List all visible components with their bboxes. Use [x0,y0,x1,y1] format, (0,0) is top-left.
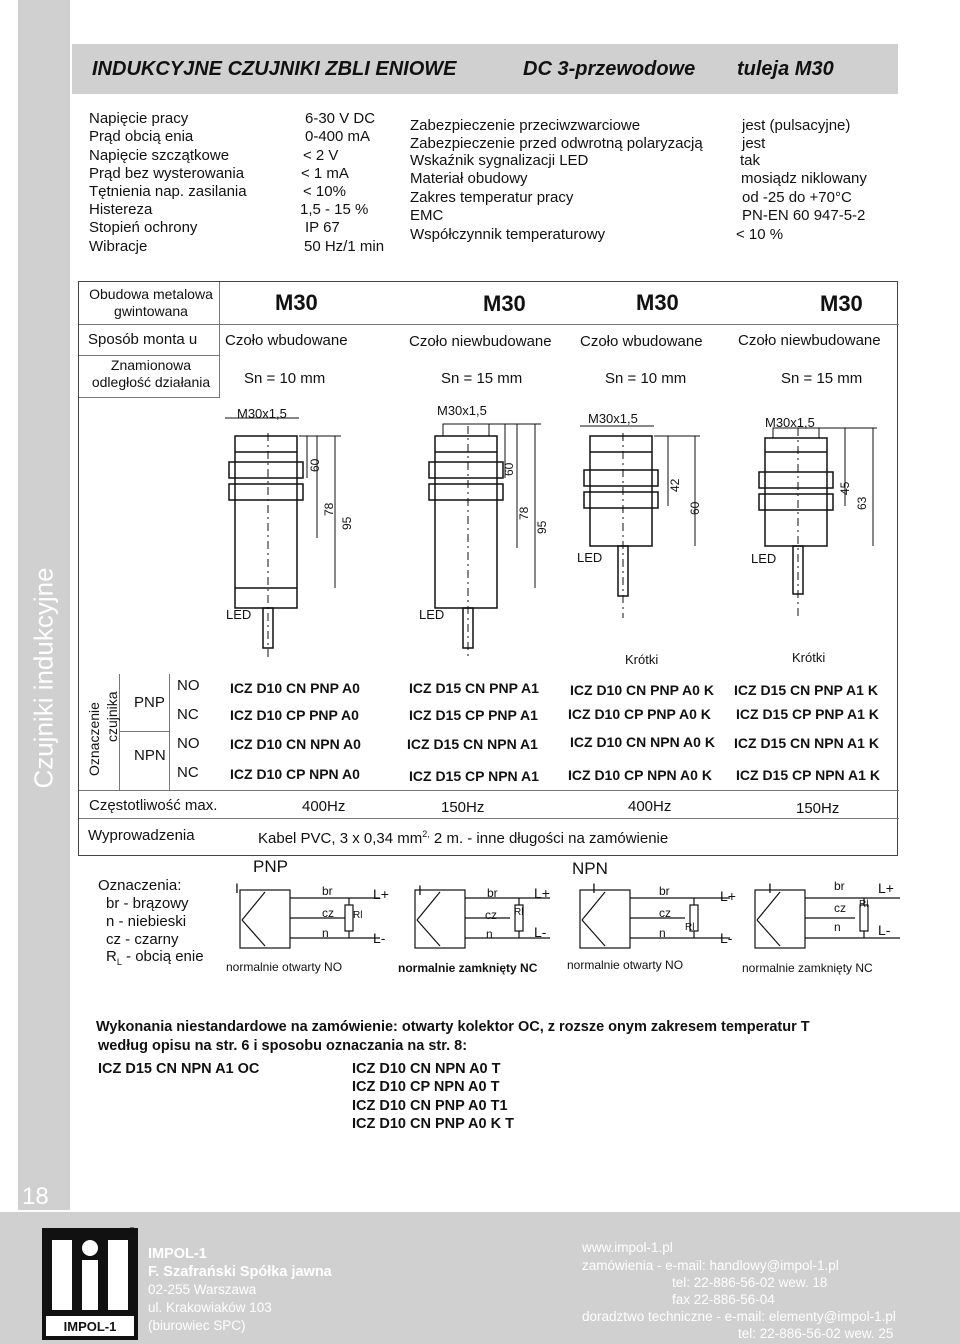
spec-label: Współczynnik temperaturowy [410,226,606,243]
spec-value: 0-400 mA [305,128,371,145]
sidebar-title: Czujniki indukcyjne [28,567,59,789]
spec-label: Tętnienia nap. zasilania [89,183,247,200]
spec-label: Prąd obcią enia [89,128,194,145]
sensor-drawing-1 [225,418,341,660]
leads-superscript: 2, [422,829,430,839]
sensor-drawings [215,398,895,666]
spec-value: < 10% [303,183,346,200]
address-street: ul. Krakowiaków 103 [148,1300,272,1315]
size-heading: M30 [275,290,318,315]
housing-label: Obudowa metalowa [89,286,213,302]
product-code: ICZ D15 CN PNP A1 K [734,682,878,698]
marking-label: czujnika [104,691,120,742]
frequency-value: 400Hz [628,798,672,815]
dimension-label: 45 [838,481,852,495]
leads-label: Wyprowadzenia [88,827,195,844]
company-name: IMPOL-1 [148,1246,207,1262]
dimension-label: 78 [322,502,336,516]
wiring-caption: normalnie zamknięty NC [742,961,873,975]
legend-title: Oznaczenia: [98,877,182,894]
nc-label: NC [177,706,199,723]
supply-minus: L- [878,922,891,938]
dimension-label: 42 [668,478,682,492]
product-code: ICZ D15 CP NPN A1 K [736,767,880,783]
led-label: LED [419,607,445,622]
dimension-label: 60 [688,501,702,515]
sensor-drawing-2 [429,424,541,660]
current-label: I [768,880,772,896]
header-type: DC 3-przewodowe [523,58,696,80]
product-code: ICZ D15 CP PNP A1 K [736,706,879,722]
size-heading: M30 [483,291,526,316]
dimension-label: 60 [502,462,516,476]
wire-br: br [659,884,670,898]
custom-example: ICZ D10 CN NPN A0 T [352,1061,501,1077]
orders-phone: tel: 22-886-56-02 wew. 18 [672,1275,828,1290]
thread-label: M30x1,5 [437,403,487,418]
product-code: ICZ D10 CN NPN A0 K [570,734,715,750]
wiring-caption: normalnie otwarty NO [567,958,684,972]
mount-value: Czoło niewbudowane [738,332,881,349]
thread-label: M30x1,5 [588,411,638,426]
supply-minus: L- [373,930,386,946]
led-label: LED [751,551,777,566]
custom-example: ICZ D10 CP NPN A0 T [352,1079,500,1095]
spec-label: Wskaźnik sygnalizacji LED [410,152,589,169]
dimension-label: 60 [308,458,322,472]
spec-label: Napięcie pracy [89,110,189,127]
mount-value: Czoło wbudowane [580,333,703,350]
spec-label: Prąd bez wysterowania [89,165,245,182]
divider [119,731,169,732]
current-label: I [592,880,596,896]
supply-plus: L+ [878,880,894,896]
wiring-diagram-4 [755,890,900,948]
legend-r-rest: - obcią enie [121,948,204,965]
led-label: LED [226,607,252,622]
legend-r: R [106,948,117,965]
wiring-diagram-3 [580,890,733,948]
size-heading: M30 [820,291,863,316]
wire-n: n [486,927,493,941]
company-logo [42,1228,138,1340]
spec-value: od -25 do +70°C [742,189,852,206]
thread-label: M30x1,5 [765,415,815,430]
pnp-label: PNP [134,694,165,711]
spec-value: jest [742,135,766,152]
spec-value: < 1 mA [301,165,349,182]
supply-plus: L+ [373,886,389,902]
nc-label: NC [177,764,199,781]
size-heading: M30 [636,290,679,315]
spec-label: Napięcie szczątkowe [89,147,230,164]
frequency-value: 150Hz [441,799,485,816]
divider [219,324,220,398]
dimension-label: 95 [535,520,549,534]
spec-label: EMC [410,207,444,224]
led-label: LED [577,550,603,565]
no-label: NO [177,735,200,752]
address-postal: 02-255 Warszawa [148,1282,257,1297]
wiring-npn-title: NPN [572,859,608,878]
load-label: Rl [859,899,869,910]
wire-br: br [322,884,333,898]
product-code: ICZ D10 CN PNP A0 K [570,682,714,698]
sn-value: Sn = 15 mm [781,370,863,387]
spec-value: mosiądz niklowany [741,170,867,187]
load-label: Rl [685,922,695,933]
leads-rest: 2 m. - inne długości na zamówienie [429,830,669,847]
divider [79,324,899,325]
sensor-drawing-3 [580,426,700,618]
wiring-caption: normalnie otwarty NO [226,960,343,974]
product-code: ICZ D15 CP NPN A1 [409,768,539,784]
product-code: ICZ D10 CP NPN A0 [230,766,360,782]
sidebar [0,0,70,1344]
leads-value [258,829,668,847]
spec-label: Stopień ochrony [89,219,198,236]
product-code: ICZ D15 CN PNP A1 [409,680,539,696]
header-size: tuleja M30 [737,58,834,80]
spec-label: Zabezpieczenie przeciwzwarciowe [410,117,641,134]
custom-note: Wykonania niestandardowe na zamówienie: otwarty kolektor OC, z rozsze onym zakresem temperatur T [96,1019,810,1035]
variant-label: Krótki [625,652,659,667]
legend-item [106,948,204,967]
npn-label: NPN [134,747,166,764]
frequency-label: Częstotliwość max. [89,797,218,814]
custom-example: ICZ D10 CN PNP A0 K T [352,1116,514,1132]
supply-minus: L- [534,924,547,940]
product-code: ICZ D10 CP PNP A0 [230,707,359,723]
dimension-label: 95 [340,516,354,530]
load-label: Rl [514,907,524,918]
spec-label: Materiał obudowy [410,170,528,187]
variant-label: Krótki [792,650,826,665]
spec-value: jest (pulsacyjne) [742,117,851,134]
tech-phone: tel: 22-886-56-02 wew. 25 [738,1326,894,1341]
supply-plus: L+ [534,885,550,901]
sensor-drawing-4 [759,428,877,618]
footer [0,1212,960,1344]
spec-value: 1,5 - 15 % [300,201,369,218]
spec-value: 50 Hz/1 min [304,238,385,255]
product-code: ICZ D15 CP PNP A1 [409,707,538,723]
orders-email[interactable]: zamówienia - e-mail: handlowy@impol-1.pl [582,1258,839,1273]
legend-item: n - niebieski [106,913,187,930]
thread-label: M30x1,5 [237,406,287,421]
current-label: I [235,880,239,896]
sn-value: Sn = 10 mm [605,370,687,387]
mount-value: Czoło niewbudowane [409,333,552,350]
wire-cz: cz [834,901,846,915]
wire-n: n [834,920,841,934]
spec-value: PN-EN 60 947-5-2 [742,207,866,224]
fax-number: fax 22-886-56-04 [672,1292,775,1307]
current-label: I [418,882,422,898]
wire-cz: cz [485,908,497,922]
frequency-value: 150Hz [796,800,840,817]
spec-value: IP 67 [305,219,340,236]
divider [169,674,170,790]
distance-label: Znamionowa [110,357,192,373]
divider [219,282,220,324]
legend-item: br - brązowy [106,895,189,912]
distance-label: odległość działania [91,374,211,390]
dimension-label: 78 [517,506,531,520]
marking-label: Oznaczenie [86,702,102,776]
tech-email[interactable]: doradztwo techniczne - e-mail: elementy@impol-1.pl [582,1309,896,1324]
wire-cz: cz [322,906,334,920]
no-label: NO [177,677,200,694]
legend-r-sub: L [116,957,122,967]
wiring-diagram-2 [415,890,550,948]
spec-label: Wibracje [89,238,148,255]
company-full-name: F. Szafrański Spółka jawna [148,1264,332,1280]
divider [79,790,899,791]
spec-value: < 10 % [736,226,784,243]
leads-main: Kabel PVC, 3 x 0,34 mm [258,830,423,847]
product-code: ICZ D15 CN NPN A1 K [734,735,879,751]
mount-value: Czoło wbudowane [225,332,348,349]
divider [79,397,219,398]
wire-n: n [322,926,329,940]
registered-mark: ® [128,1226,137,1238]
divider [79,355,219,356]
page-number: 18 [22,1183,49,1210]
custom-note: według opisu na str. 6 i sposobu oznaczania na str. 8: [98,1038,468,1054]
spec-label: Zakres temperatur pracy [410,189,574,206]
custom-example: ICZ D10 CN PNP A0 T1 [352,1098,508,1114]
sn-value: Sn = 15 mm [441,370,523,387]
wire-br: br [487,886,498,900]
product-code: ICZ D10 CP PNP A0 K [568,706,711,722]
divider [79,818,899,819]
website-link[interactable]: www.impol-1.pl [582,1240,673,1255]
wire-n: n [659,926,666,940]
wiring-pnp-title: PNP [253,857,288,876]
product-code: ICZ D10 CN PNP A0 [230,680,360,696]
supply-minus: L- [720,930,733,946]
wire-cz: cz [659,906,671,920]
mount-label: Sposób monta u [88,331,198,348]
logo-text: IMPOL-1 [63,1319,117,1334]
sn-value: Sn = 10 mm [244,370,326,387]
wire-br: br [834,879,845,893]
spec-value: tak [740,152,761,169]
wiring-caption: normalnie zamknięty NC [398,961,538,975]
page-title: INDUKCYJNE CZUJNIKI ZBLI ENIOWE [92,58,457,80]
address-office: (biurowiec SPC) [148,1318,246,1333]
spec-label: Zabezpieczenie przed odwrotną polaryzacją [410,135,703,152]
spec-value: < 2 V [303,147,339,164]
custom-example: ICZ D15 CN NPN A1 OC [98,1061,260,1077]
spec-value: 6-30 V DC [305,110,376,127]
spec-label: Histereza [89,201,153,218]
product-code: ICZ D15 CN NPN A1 [407,736,538,752]
legend-item: cz - czarny [106,931,179,948]
housing-label: gwintowana [114,303,188,319]
supply-plus: L+ [720,888,736,904]
frequency-value: 400Hz [302,798,346,815]
product-code: ICZ D10 CP NPN A0 K [568,767,712,783]
load-label: Rl [353,910,363,921]
dimension-label: 63 [855,496,869,510]
product-code: ICZ D10 CN NPN A0 [230,736,361,752]
